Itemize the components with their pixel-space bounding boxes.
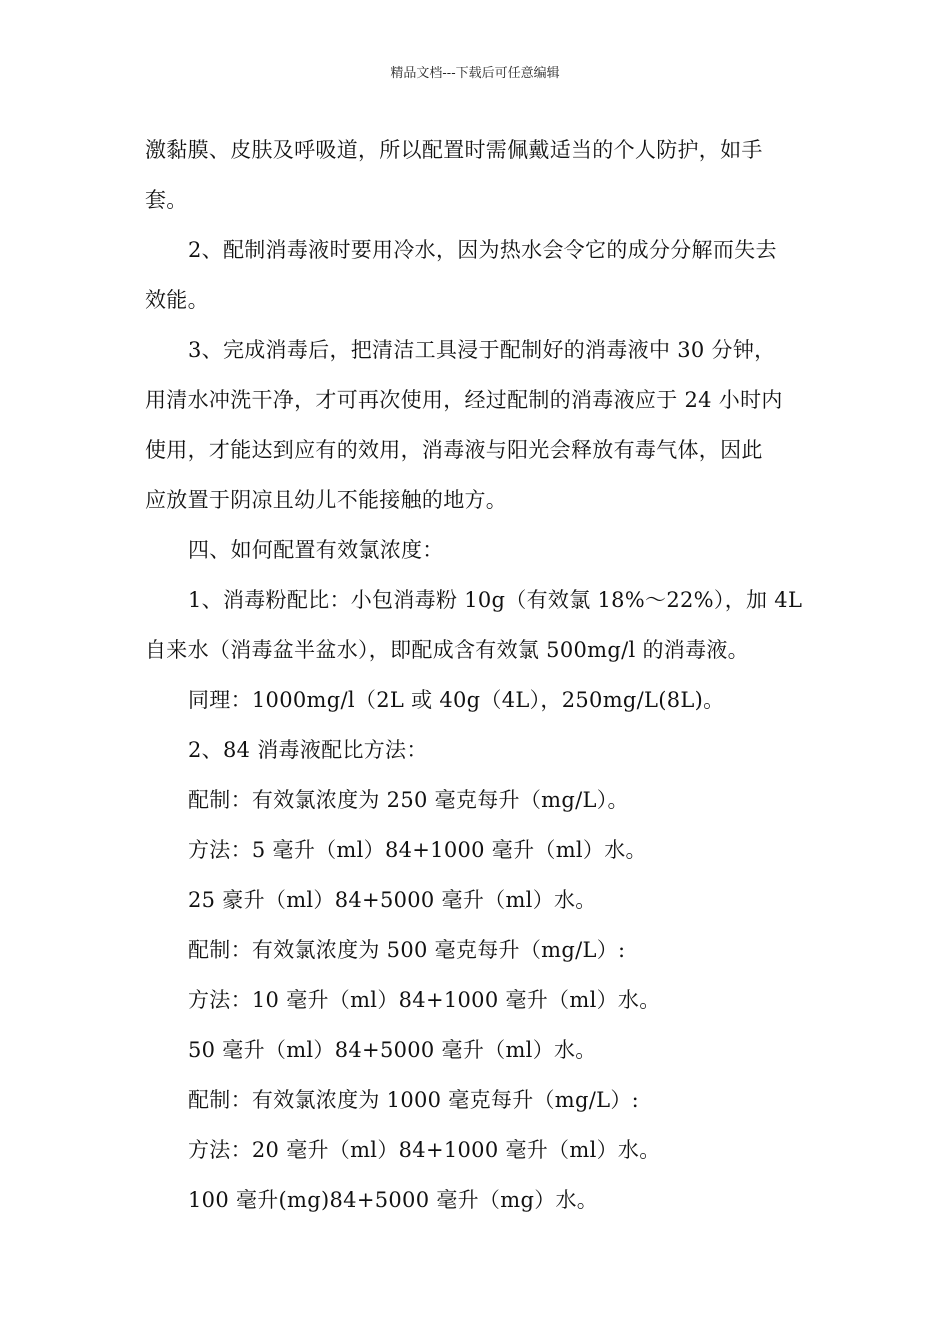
body-line: 配制：有效氯浓度为 250 毫克每升（mg/L）。	[188, 788, 629, 812]
body-line: 激黏膜、皮肤及呼吸道，所以配置时需佩戴适当的个人防护，如手	[145, 138, 763, 162]
body-line: 使用，才能达到应有的效用，消毒液与阳光会释放有毒气体，因此	[145, 438, 763, 462]
body-line: 方法：5 毫升（ml）84+1000 毫升（ml）水。	[188, 838, 647, 862]
body-line: 应放置于阴凉且幼儿不能接触的地方。	[145, 488, 508, 512]
body-line: 方法：20 毫升（ml）84+1000 毫升（ml）水。	[188, 1138, 661, 1162]
body-line: 自来水（消毒盆半盆水），即配成含有效氯 500mg/l 的消毒液。	[145, 638, 749, 662]
body-line: 套。	[145, 188, 188, 212]
body-line: 3、完成消毒后，把清洁工具浸于配制好的消毒液中 30 分钟，	[188, 338, 776, 362]
section-heading: 四、如何配置有效氯浓度：	[188, 538, 444, 562]
body-line: 25 豪升（ml）84+5000 毫升（ml）水。	[188, 888, 597, 912]
body-line: 1、消毒粉配比：小包消毒粉 10g（有效氯 18%～22%），加 4L	[188, 588, 803, 612]
body-line: 方法：10 毫升（ml）84+1000 毫升（ml）水。	[188, 988, 661, 1012]
body-line: 2、84 消毒液配比方法：	[188, 738, 428, 762]
body-line: 配制：有效氯浓度为 1000 毫克每升（mg/L）:	[188, 1088, 640, 1112]
body-line: 用清水冲洗干净，才可再次使用，经过配制的消毒液应于 24 小时内	[145, 388, 783, 412]
page-header: 精品文档---下载后可任意编辑	[390, 66, 560, 81]
body-line: 配制：有效氯浓度为 500 毫克每升（mg/L）:	[188, 938, 626, 962]
body-line: 100 毫升(mg)84+5000 毫升（mg）水。	[188, 1188, 599, 1212]
body-line: 效能。	[145, 288, 209, 312]
body-line: 2、配制消毒液时要用冷水，因为热水会令它的成分分解而失去	[188, 238, 777, 262]
body-line: 50 毫升（ml）84+5000 毫升（ml）水。	[188, 1038, 597, 1062]
body-line: 同理：1000mg/l（2L 或 40g（4L），250mg/L(8L)。	[188, 688, 725, 712]
